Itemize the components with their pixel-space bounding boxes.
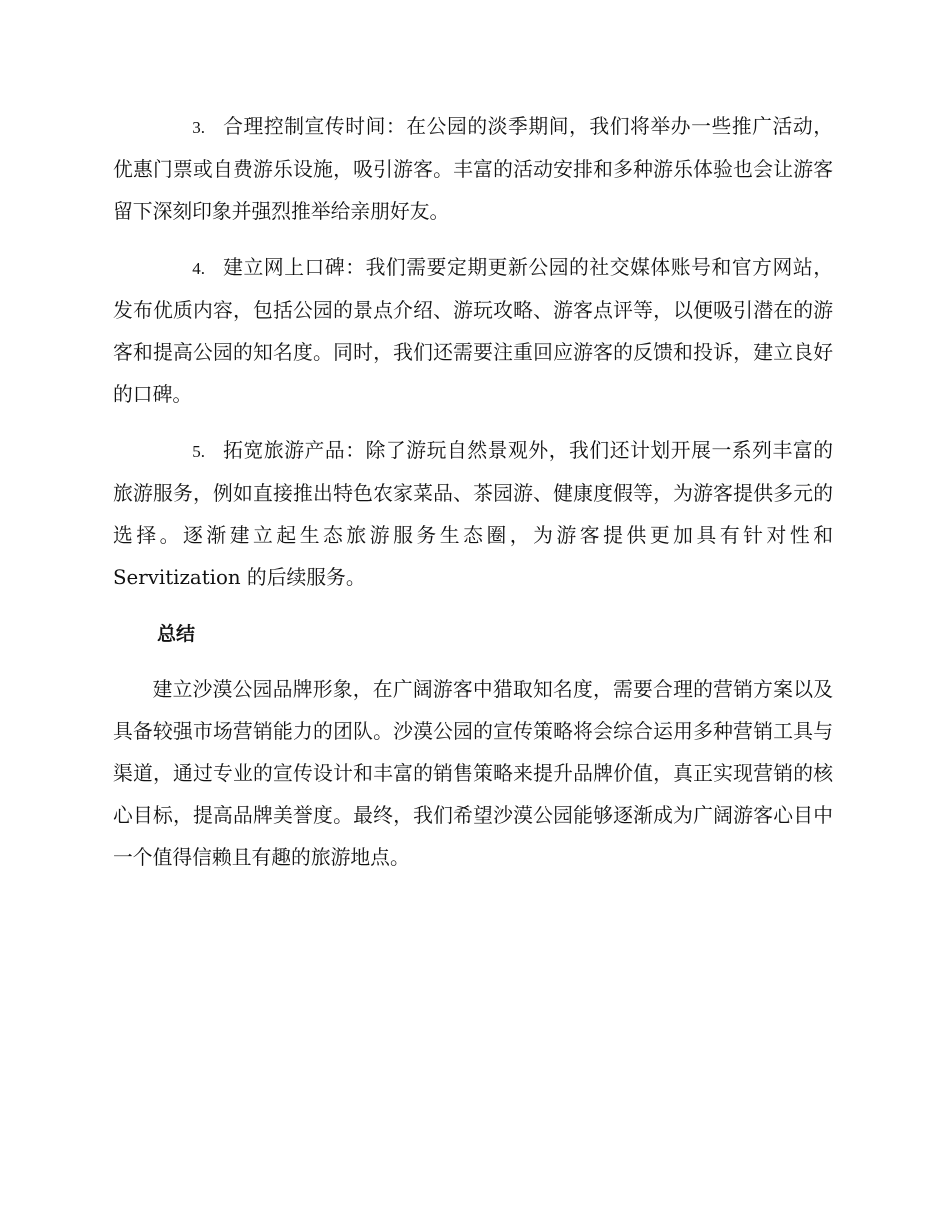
list-item-5 [113, 430, 833, 599]
summary-paragraph: 建立沙漠公园品牌形象，在广阔游客中猎取知名度，需要合理的营销方案以及具备较强市场营销能力的团队。沙漠公园的宣传策略将会综合运用多种营销工具与渠道，通过专业的宣传设计和丰富的销售策略来提升品牌价值，真正实现营销的核心目标，提高品牌美誉度。最终，我们希望沙漠公园能够逐渐成为广阔游客心目中一个值得信赖且有趣的旅游地点。 [113, 678, 833, 869]
list-number: 5. [192, 442, 205, 461]
list-item-text: 建立网上口碑：我们需要定期更新公园的社交媒体账号和官方网站，发布优质内容，包括公园的景点介绍、游玩攻略、游客点评等，以便吸引潜在的游客和提高公园的知名度。同时，我们还需要注重回应游客的反馈和投诉，建立良好的口碑。 [113, 256, 833, 406]
list-item-4 [113, 247, 833, 416]
document-body [113, 106, 833, 879]
list-item-text: 合理控制宣传时间：在公园的淡季期间，我们将举办一些推广活动，优惠门票或自费游乐设施，吸引游客。丰富的活动安排和多种游乐体验也会让游客留下深刻印象并强烈推举给亲朋好友。 [113, 115, 833, 223]
list-item-3 [113, 106, 833, 233]
section-heading: 总结 [157, 623, 196, 645]
list-item-text: 拓宽旅游产品：除了游玩自然景观外，我们还计划开展一系列丰富的旅游服务，例如直接推出特色农家菜品、茶园游、健康度假等，为游客提供多元的选择。逐渐建立起生态旅游服务生态圈，为游客提供更加具有针对性和 Servitization 的后续服务。 [113, 439, 833, 589]
list-number: 3. [192, 118, 205, 137]
list-number: 4. [192, 259, 205, 278]
